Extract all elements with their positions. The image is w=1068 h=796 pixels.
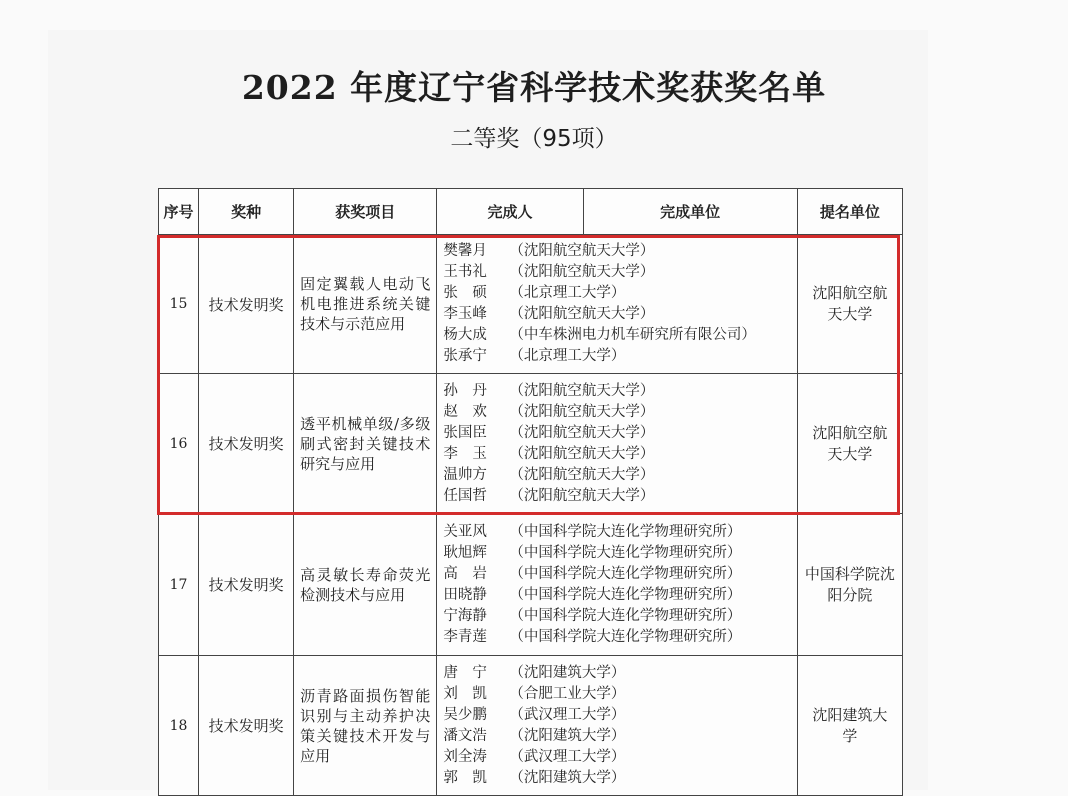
person-entry <box>443 486 796 507</box>
person-entry <box>443 522 796 543</box>
person-name: 刘全涛 <box>443 748 487 765</box>
nominator-text: 沈阳航空航天大学 <box>812 423 888 463</box>
person-entry <box>443 444 796 465</box>
person-name: 张承宁 <box>443 348 487 364</box>
person-entry <box>443 726 796 747</box>
person-entry <box>443 768 796 789</box>
person-entry <box>443 283 796 304</box>
person-unit: （中国科学院大连化学物理研究所） <box>509 544 742 561</box>
person-entry <box>443 325 796 346</box>
person-unit: （沈阳航空航天大学） <box>509 424 655 441</box>
person-unit: （沈阳建筑大学） <box>509 664 626 681</box>
person-name: 李 玉 <box>443 445 487 462</box>
nominator-text: 沈阳航空航天大学 <box>812 284 888 323</box>
person-name: 唐 宁 <box>443 664 487 681</box>
header-type: 奖种 <box>199 189 294 235</box>
person-unit: （武汉理工大学） <box>509 706 626 723</box>
row-project: 沥青路面损伤智能识别与主动养护决策关键技术开发与应用 <box>294 656 437 796</box>
header-project: 获奖项目 <box>294 189 437 235</box>
person-name: 任国哲 <box>443 487 487 504</box>
person-entry <box>443 705 796 726</box>
person-name: 杨大成 <box>443 327 487 343</box>
row-project: 固定翼载人电动飞机电推进系统关键技术与示范应用 <box>294 235 437 374</box>
person-name: 潘文浩 <box>443 727 487 744</box>
person-entry <box>443 304 796 325</box>
person-name: 郭 凯 <box>443 769 487 786</box>
table-row <box>159 235 903 374</box>
person-unit: （中国科学院大连化学物理研究所） <box>509 523 742 540</box>
row-num: 15 <box>159 235 199 374</box>
person-entry <box>443 423 796 444</box>
person-entry <box>443 585 796 606</box>
person-name: 吴少鹏 <box>443 706 487 723</box>
person-entry <box>443 241 796 262</box>
person-entry <box>443 606 796 627</box>
person-unit: （北京理工大学） <box>509 348 626 364</box>
person-name: 樊馨月 <box>443 243 487 259</box>
person-unit: （沈阳航空航天大学） <box>509 403 655 420</box>
header-nominator: 提名单位 <box>797 189 902 235</box>
person-entry <box>443 663 796 684</box>
person-entry <box>443 543 796 564</box>
page-title: 2022 年度辽宁省科学技术奖获奖名单 <box>241 68 827 107</box>
row-num: 17 <box>159 514 199 656</box>
person-unit: （沈阳航空航天大学） <box>509 382 655 399</box>
row-nominator <box>797 514 902 656</box>
person-entry <box>443 381 796 402</box>
row-people <box>437 514 797 656</box>
person-name: 张 硕 <box>443 285 487 301</box>
person-entry <box>443 564 796 585</box>
row-num: 16 <box>159 374 199 514</box>
person-unit: （沈阳航空航天大学） <box>509 487 655 504</box>
row-award-type: 技术发明奖 <box>199 235 294 374</box>
nominator-text: 中国科学院沈阳分院 <box>804 564 895 604</box>
person-unit: （沈阳建筑大学） <box>509 727 626 744</box>
header-unit: 完成单位 <box>583 189 797 235</box>
person-entry <box>443 346 796 367</box>
row-num: 18 <box>159 656 199 796</box>
person-unit: （中国科学院大连化学物理研究所） <box>509 565 742 582</box>
row-project: 高灵敏长寿命荧光检测技术与应用 <box>294 514 437 656</box>
table-header-row <box>159 189 903 235</box>
person-unit: （中国科学院大连化学物理研究所） <box>509 628 742 645</box>
row-nominator <box>797 374 902 514</box>
person-name: 宁海静 <box>443 607 487 624</box>
person-unit: （沈阳航空航天大学） <box>509 243 655 259</box>
table-row <box>159 656 903 796</box>
person-entry <box>443 684 796 705</box>
page-subtitle: 二等奖（95项） <box>450 126 618 152</box>
person-unit: （沈阳航空航天大学） <box>509 306 655 322</box>
row-people <box>437 656 797 796</box>
row-award-type: 技术发明奖 <box>199 656 294 796</box>
person-name: 李青莲 <box>443 628 487 645</box>
person-name: 温帅方 <box>443 466 487 483</box>
person-entry <box>443 262 796 283</box>
award-table <box>158 188 903 796</box>
person-unit: （沈阳航空航天大学） <box>509 264 655 280</box>
person-unit: （中国科学院大连化学物理研究所） <box>509 586 742 603</box>
nominator-text: 沈阳建筑大学 <box>812 705 888 745</box>
person-name: 李玉峰 <box>443 306 487 322</box>
person-name: 王书礼 <box>443 264 487 280</box>
table-row <box>159 514 903 656</box>
person-entry <box>443 747 796 768</box>
person-name: 刘 凯 <box>443 685 487 702</box>
person-unit: （沈阳航空航天大学） <box>509 466 655 483</box>
person-entry <box>443 627 796 648</box>
person-unit: （合肥工业大学） <box>509 685 626 702</box>
person-unit: （沈阳建筑大学） <box>509 769 626 786</box>
person-name: 关亚风 <box>443 523 487 540</box>
row-people <box>437 235 797 374</box>
person-unit: （北京理工大学） <box>509 285 626 301</box>
row-project: 透平机械单级/多级刷式密封关键技术研究与应用 <box>294 374 437 514</box>
row-people <box>437 374 797 514</box>
person-name: 张国臣 <box>443 424 487 441</box>
person-unit: （中车株洲电力机车研究所有限公司） <box>509 327 756 343</box>
person-name: 高 岩 <box>443 565 487 582</box>
person-name: 耿旭辉 <box>443 544 487 561</box>
table-row <box>159 374 903 514</box>
person-name: 赵 欢 <box>443 403 487 420</box>
person-unit: （沈阳航空航天大学） <box>509 445 655 462</box>
person-name: 孙 丹 <box>443 382 487 399</box>
header-people: 完成人 <box>437 189 583 235</box>
row-nominator <box>797 235 902 374</box>
person-entry <box>443 402 796 423</box>
person-unit: （武汉理工大学） <box>509 748 626 765</box>
row-nominator <box>797 656 902 796</box>
row-award-type: 技术发明奖 <box>199 374 294 514</box>
person-name: 田晓静 <box>443 586 487 603</box>
person-unit: （中国科学院大连化学物理研究所） <box>509 607 742 624</box>
header-num: 序号 <box>159 189 199 235</box>
row-award-type: 技术发明奖 <box>199 514 294 656</box>
person-entry <box>443 465 796 486</box>
